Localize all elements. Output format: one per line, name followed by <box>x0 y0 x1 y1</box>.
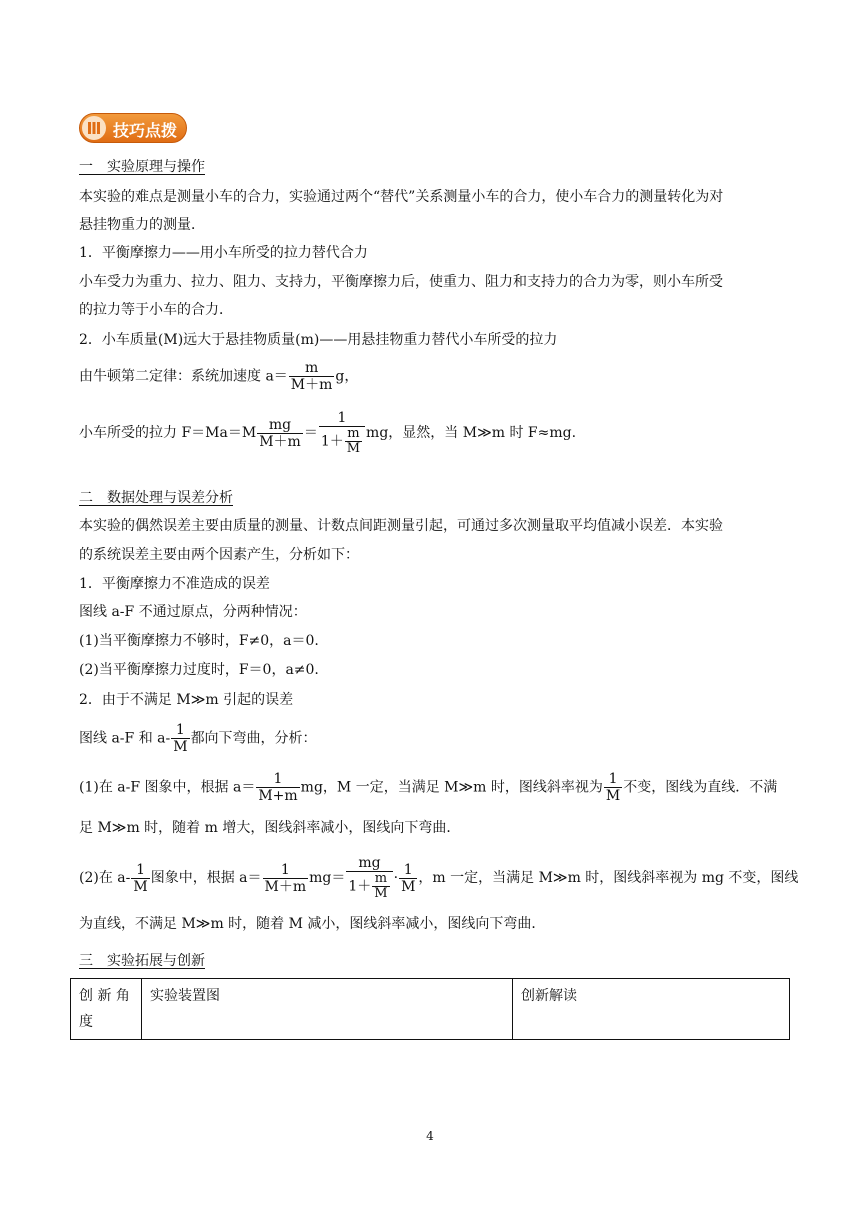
fraction: $\frac{1}{M+m}$ <box>258 771 298 804</box>
compound-fraction: 1 1＋ $\frac{m}{M}$ <box>319 410 365 456</box>
equation-tension: 小车所受的拉力 F＝Ma＝M $\frac{mg}{M+m}$ ＝ 1 1＋ $\frac{m}{M}$ mg，显然，当 M≫m 时 F≈mg. <box>79 410 577 456</box>
badge-label: 技巧点拨 <box>113 121 178 140</box>
equation-acceleration: 由牛顿第二定律：系统加速度 a＝ $\frac{m}{M+m}$ g， <box>79 360 359 393</box>
sec1-para2-line1: 小车受力为重力、拉力、阻力、支持力，平衡摩擦力后，使重力、阻力和支持力的合力为零，则小车所受 <box>79 274 723 290</box>
sec1-item2: 2．小车质量(M)远大于悬挂物质量(m)——用悬挂物重力替代小车所受的拉力 <box>79 332 558 348</box>
table-header-row <box>71 979 790 1040</box>
section1-heading: 一 实验原理与操作 <box>79 159 205 175</box>
sec2-case1: (1)当平衡摩擦力不够时，F≠0，a＝0. <box>79 633 319 649</box>
sec2-analysis2: (2)在 a- $\frac{1}{M}$ 图象中，根据 a＝ $\frac{1}{M+m}$ mg＝ mg 1＋ $\frac{m}{M}$ · $\frac{1}{M}$ ，m 一定，当满足 M≫m 时，图线斜率视为 mg 不变，图线 <box>79 855 799 901</box>
sec2-case2: (2)当平衡摩擦力过度时，F＝0，a≠0. <box>79 662 319 678</box>
sec2-item1: 1．平衡摩擦力不准造成的误差 <box>79 576 270 592</box>
tips-badge <box>79 113 187 143</box>
section2-heading: 二 数据处理与误差分析 <box>79 490 233 506</box>
fraction: $\frac{1}{M+m}$ <box>264 861 307 895</box>
page-number: 4 <box>426 1129 434 1143</box>
sec2-line-graph-origin: 图线 a-F 不通过原点，分两种情况： <box>79 604 307 620</box>
sec2-analysis1-cont: 足 M≫m 时，随着 m 增大，图线斜率减小，图线向下弯曲． <box>79 820 461 836</box>
sec1-para1-line2: 悬挂物重力的测量． <box>79 217 205 233</box>
fraction: $\frac{1}{M}$ <box>173 722 188 755</box>
sec2-analysis2-cont: 为直线，不满足 M≫m 时，随着 M 减小，图线斜率减小，图线向下弯曲． <box>79 916 546 932</box>
compound-fraction: mg 1＋ $\frac{m}{M}$ <box>346 855 392 901</box>
sec1-item1: 1．平衡摩擦力——用小车所受的拉力替代合力 <box>79 245 368 261</box>
sec1-para2-line2: 的拉力等于小车的合力． <box>79 302 233 318</box>
header-innovation-angle: 创 新 角 度 <box>71 979 142 1040</box>
section3-heading: 三 实验拓展与创新 <box>79 953 205 969</box>
innovation-table <box>70 978 790 1040</box>
header-innovation-interpretation: 创新解读 <box>513 979 790 1040</box>
sec2-para1-line1: 本实验的偶然误差主要由质量的测量、计数点间距测量引起，可通过多次测量取平均值减小误差．本实验 <box>79 518 723 534</box>
sec2-para1-line2: 的系统误差主要由两个因素产生，分析如下： <box>79 547 359 563</box>
header-apparatus-diagram: 实验装置图 <box>142 979 513 1040</box>
fraction: $\frac{m}{M+m}$ <box>290 360 333 393</box>
sec2-curve-line: 图线 a-F 和 a- $\frac{1}{M}$ 都向下弯曲，分析： <box>79 722 317 755</box>
sec2-item2: 2．由于不满足 M≫m 引起的误差 <box>79 692 294 708</box>
fraction: $\frac{1}{M}$ <box>605 771 621 804</box>
sec1-para1-line1: 本实验的难点是测量小车的合力，实验通过两个“替代”关系测量小车的合力，使小车合力的测量转化为对 <box>79 189 724 205</box>
fraction: $\frac{mg}{M+m}$ <box>259 416 301 450</box>
books-icon <box>82 116 106 140</box>
sec2-analysis1: (1)在 a-F 图象中，根据 a＝ $\frac{1}{M+m}$ mg，M 一定，当满足 M≫m 时，图线斜率视为 $\frac{1}{M}$ 不变，图线为直线．不满 <box>79 771 778 804</box>
fraction: $\frac{1}{M}$ <box>133 861 148 895</box>
fraction: $\frac{1}{M}$ <box>401 861 416 895</box>
